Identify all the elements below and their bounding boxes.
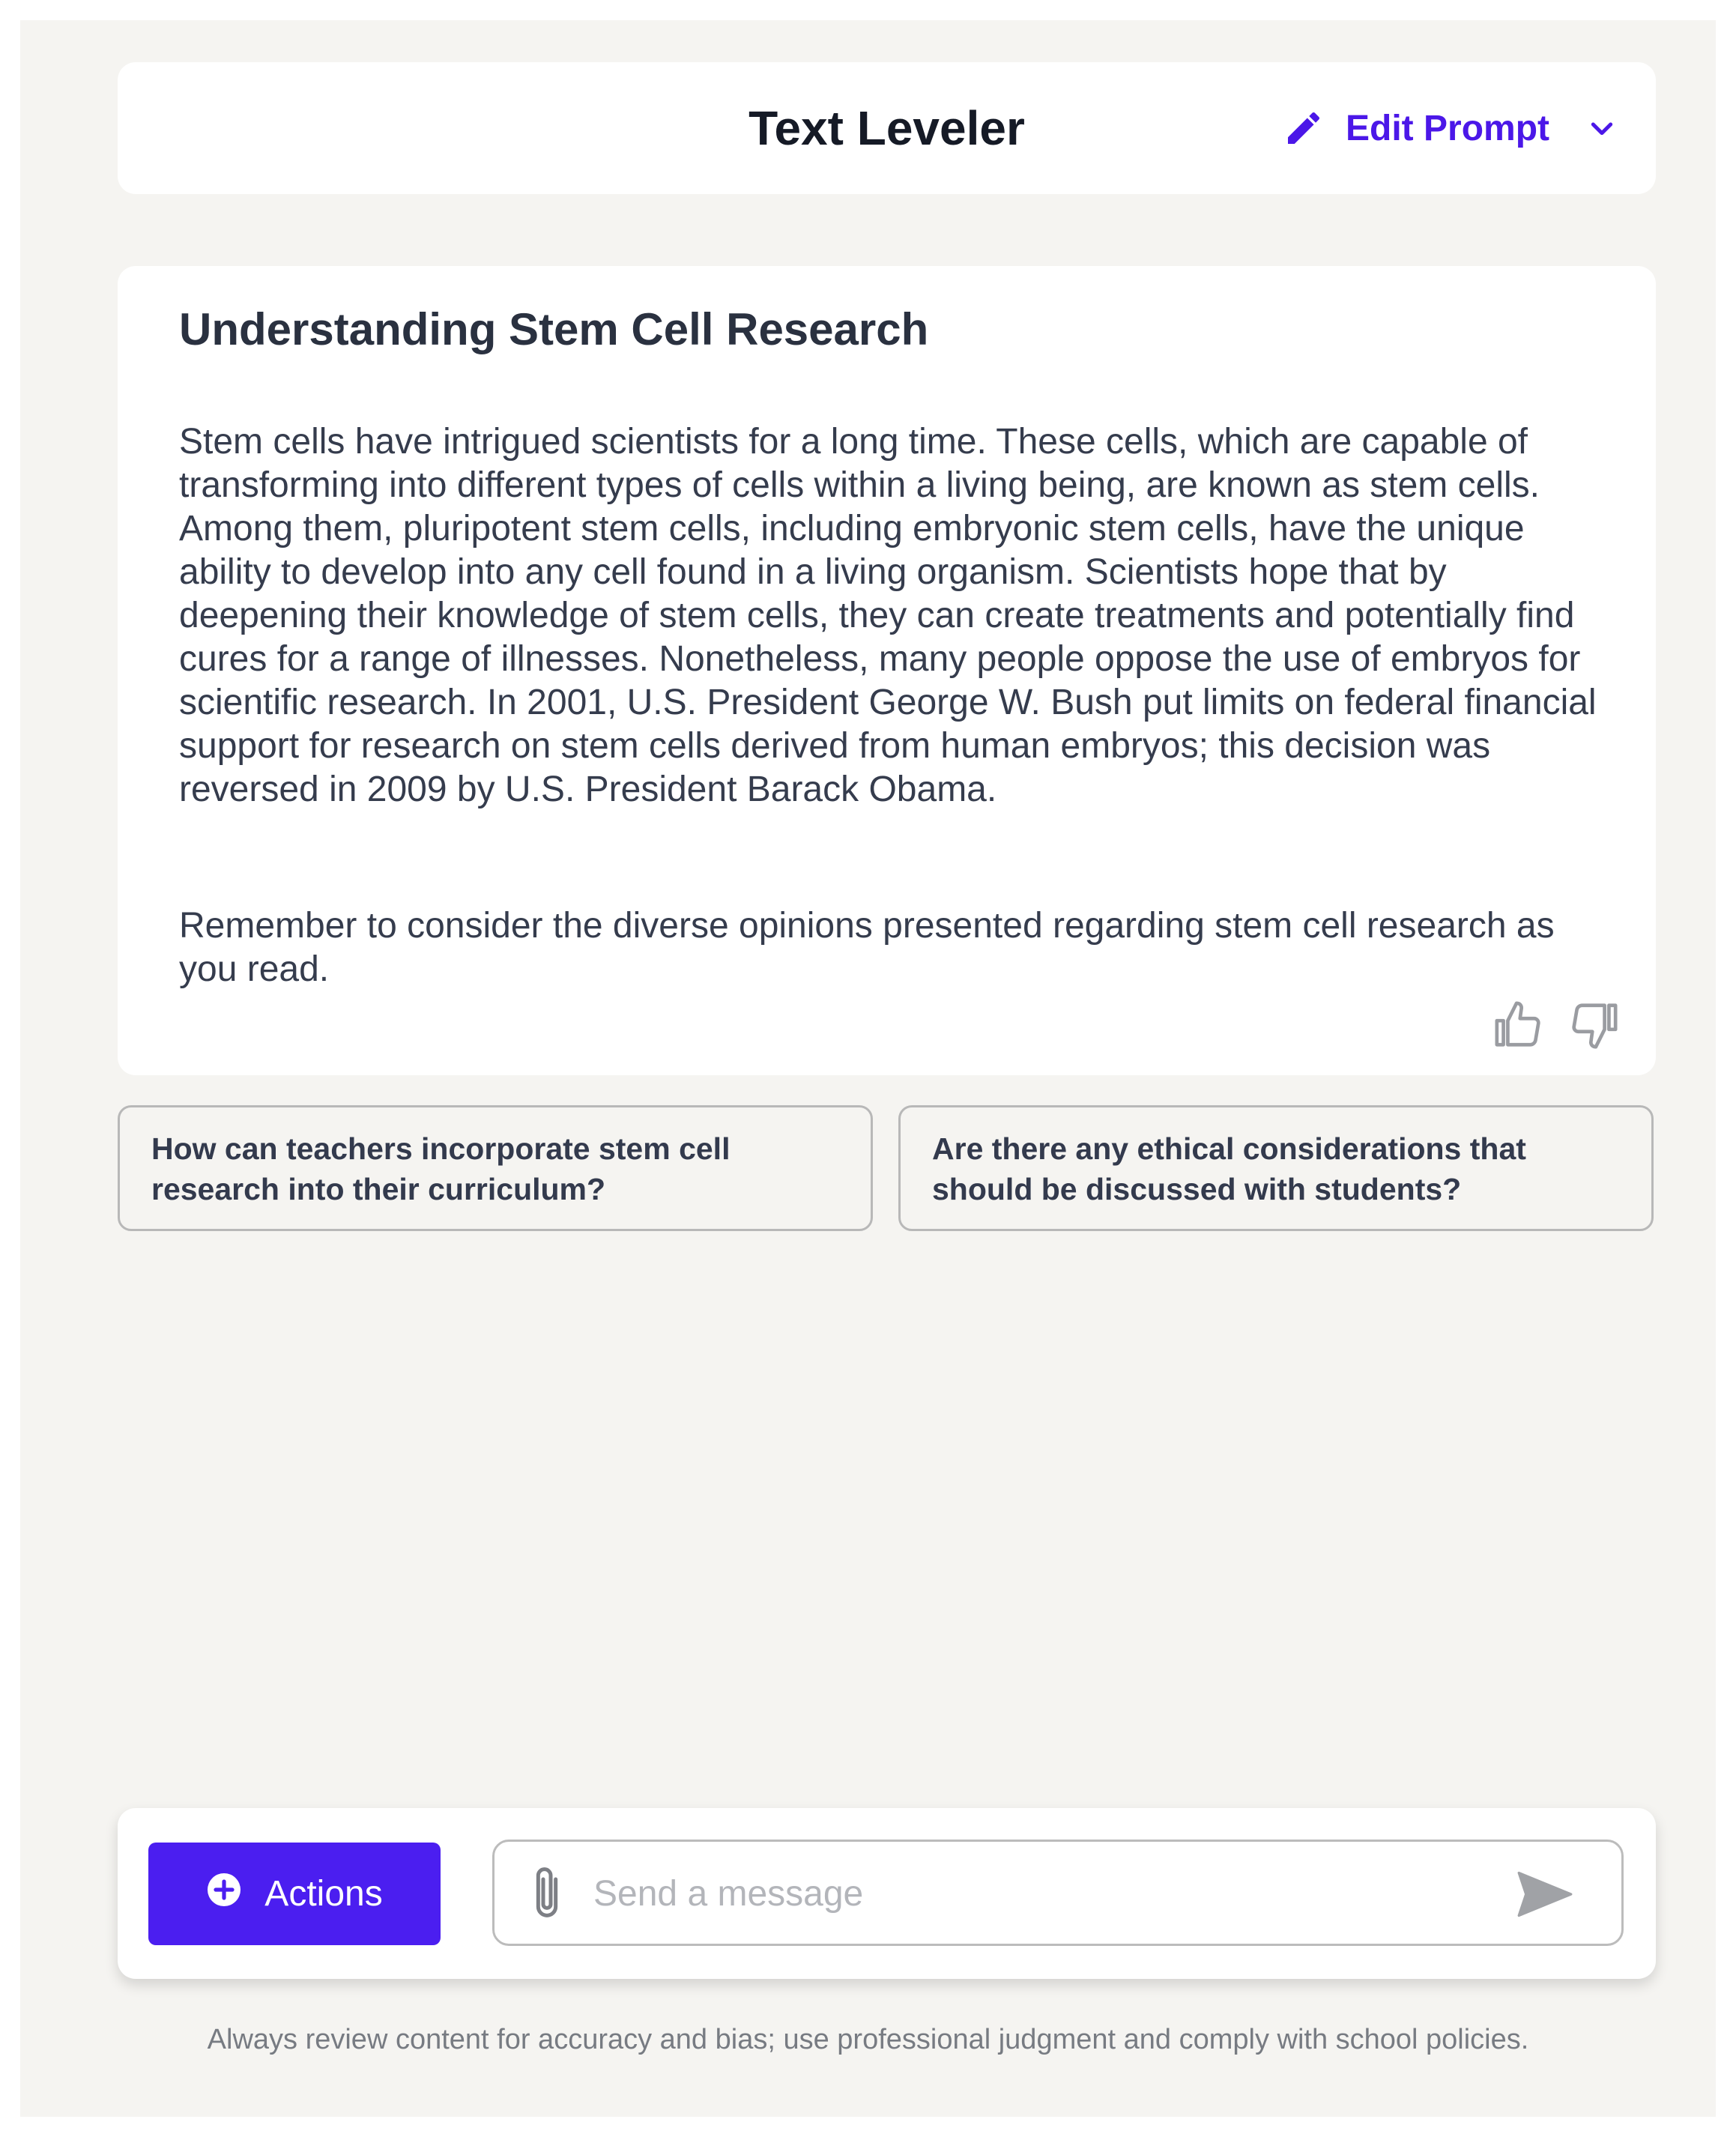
response-card xyxy=(118,266,1656,1075)
edit-prompt-button[interactable] xyxy=(1283,62,1617,194)
plus-circle-icon xyxy=(206,1872,242,1917)
suggestion-chip[interactable]: How can teachers incorporate stem cell research into their curriculum? xyxy=(118,1105,873,1231)
thumbs-down-icon[interactable] xyxy=(1567,999,1620,1051)
send-icon[interactable] xyxy=(1516,1870,1573,1922)
response-paragraph: Stem cells have intrigued scientists for a long time. These cells, which are capable of transforming into different types of cells within a living being, are known as stem cells. Among them, pluripotent stem cells, including embryonic stem cells, have the unique ability to develop into any cell found in a living organism. Scientists hope that by deepening their knowledge of stem cells, they can create treatments and potentially find cures for a range of illnesses. Nonetheless, many people oppose the use of embryos for scientific research. In 2001, U.S. President George W. Bush put limits on federal financial support for research on stem cells derived from human embryos; this decision was reversed in 2009 by U.S. President Barack Obama. xyxy=(179,422,1597,809)
response-title: Understanding Stem Cell Research xyxy=(179,304,929,354)
header-bar xyxy=(118,62,1656,194)
thumbs-up-icon[interactable] xyxy=(1492,999,1545,1051)
actions-button[interactable] xyxy=(148,1843,441,1945)
pencil-icon xyxy=(1283,107,1325,149)
message-input[interactable] xyxy=(592,1842,1479,1945)
app-window xyxy=(20,20,1716,2117)
feedback-controls xyxy=(1492,999,1620,1051)
edit-prompt-label: Edit Prompt xyxy=(1346,108,1549,148)
disclaimer-text: Always review content for accuracy and bias; use professional judgment and comply with school policies. xyxy=(207,2024,1529,2055)
suggestion-chip[interactable]: Are there any ethical considerations that should be discussed with students? xyxy=(898,1105,1654,1231)
message-box xyxy=(492,1840,1624,1946)
chevron-down-icon[interactable] xyxy=(1587,113,1617,143)
page-title: Text Leveler xyxy=(748,101,1025,155)
response-paragraph: Remember to consider the diverse opinions presented regarding stem cell research as you read. xyxy=(179,906,1555,989)
actions-label: Actions xyxy=(264,1874,383,1914)
message-composer xyxy=(118,1808,1656,1979)
paperclip-icon[interactable] xyxy=(527,1864,566,1928)
